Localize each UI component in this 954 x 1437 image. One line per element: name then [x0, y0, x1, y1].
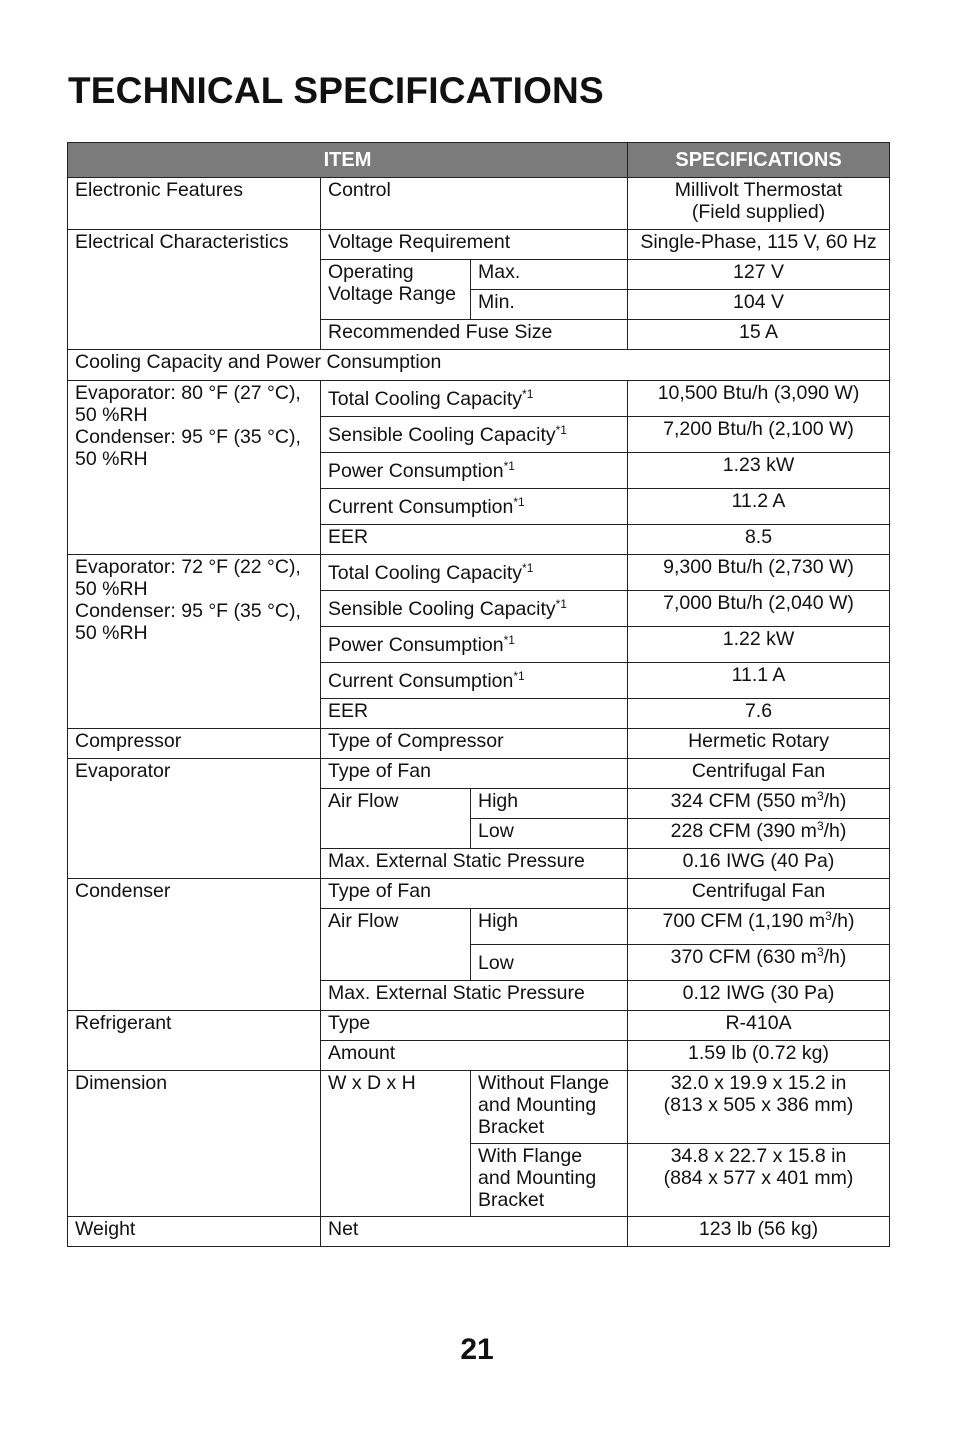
superscript: 3 — [816, 819, 824, 833]
table-row — [68, 1217, 890, 1247]
spec-cell: 7,000 Btu/h (2,040 W) — [628, 591, 890, 627]
footnote-mark: *1 — [503, 458, 515, 473]
spec-line: 34.8 x 22.7 x 15.8 in — [670, 1145, 847, 1167]
spec-cell: 8.5 — [628, 525, 890, 555]
footnote-mark: *1 — [503, 632, 515, 647]
subitem-line: and Mounting — [478, 1094, 597, 1116]
spec-cell: 11.2 A — [628, 489, 890, 525]
category-cell: Electronic Features — [68, 178, 321, 230]
footnote-mark: *1 — [555, 596, 567, 611]
spec-cell — [628, 1144, 890, 1217]
item-line: Voltage Range — [328, 283, 456, 305]
specifications-table — [67, 142, 890, 1247]
spec-cell: 11.1 A — [628, 663, 890, 699]
condition-line: 50 %RH — [75, 622, 148, 644]
category-cell: Condenser — [68, 879, 321, 1011]
item-cell — [321, 489, 628, 525]
category-cell: Refrigerant — [68, 1011, 321, 1071]
category-cell: Weight — [68, 1217, 321, 1247]
item-label: Total Cooling Capacity — [328, 387, 523, 410]
item-label: Current Consumption — [328, 495, 514, 518]
item-cell — [321, 627, 628, 663]
footnote-mark: *1 — [522, 560, 534, 575]
table-row — [68, 555, 890, 591]
subitem-cell — [471, 1071, 628, 1144]
condition-line: Condenser: 95 °F (35 °C), — [75, 426, 301, 448]
subitem-cell: Low — [471, 819, 628, 849]
item-cell: Type of Fan — [321, 759, 628, 789]
spec-cell: 9,300 Btu/h (2,730 W) — [628, 555, 890, 591]
condition-cell — [68, 555, 321, 729]
spec-cell: 7.6 — [628, 699, 890, 729]
spec-cell: 0.16 IWG (40 Pa) — [628, 849, 890, 879]
item-cell: Air Flow — [321, 789, 471, 849]
spec-cell — [628, 1071, 890, 1144]
spec-cell: 104 V — [628, 290, 890, 320]
subitem-line: and Mounting — [478, 1167, 597, 1189]
condition-line: 50 %RH — [75, 404, 148, 426]
spec-value: 370 CFM (630 m — [670, 946, 817, 968]
spec-line: 32.0 x 19.9 x 15.2 in — [670, 1072, 847, 1094]
item-cell: Max. External Static Pressure — [321, 849, 628, 879]
subitem-line: Bracket — [478, 1189, 545, 1211]
item-cell: Recommended Fuse Size — [321, 320, 628, 350]
item-cell: Max. External Static Pressure — [321, 981, 628, 1011]
spec-value: 324 CFM (550 m — [670, 790, 817, 812]
category-cell: Electrical Characteristics — [68, 230, 321, 350]
spec-cell — [628, 178, 890, 230]
item-cell: Net — [321, 1217, 628, 1247]
item-label: Sensible Cooling Capacity — [328, 423, 556, 446]
superscript: 3 — [816, 789, 824, 803]
superscript: 3 — [825, 909, 832, 923]
table-row — [68, 879, 890, 909]
item-cell: Type of Compressor — [321, 729, 628, 759]
table-row — [68, 381, 890, 417]
spec-cell: 1.22 kW — [628, 627, 890, 663]
table-row — [68, 178, 890, 230]
spec-line: Millivolt Thermostat — [674, 179, 843, 201]
spec-line: (813 x 505 x 386 mm) — [663, 1094, 854, 1116]
item-cell — [321, 417, 628, 453]
spec-cell — [628, 945, 890, 981]
spec-cell: Hermetic Rotary — [628, 729, 890, 759]
header-specifications: SPECIFICATIONS — [628, 143, 890, 178]
subitem-line: Bracket — [478, 1116, 545, 1138]
section-row — [68, 350, 890, 381]
table-row — [68, 759, 890, 789]
subitem-line: With Flange — [478, 1145, 583, 1167]
spec-cell: 10,500 Btu/h (3,090 W) — [628, 381, 890, 417]
table-row — [68, 1011, 890, 1041]
spec-value: 700 CFM (1,190 m — [662, 910, 826, 932]
section-title-cell: Cooling Capacity and Power Consumption — [68, 350, 890, 381]
spec-cell: Centrifugal Fan — [628, 879, 890, 909]
condition-cell — [68, 381, 321, 555]
spec-value: /h) — [823, 820, 847, 842]
subitem-cell: Low — [471, 945, 628, 981]
item-label: Total Cooling Capacity — [328, 561, 523, 584]
spec-cell: 1.59 lb (0.72 kg) — [628, 1041, 890, 1071]
item-line: Operating — [328, 261, 414, 283]
subitem-cell: High — [471, 789, 628, 819]
spec-cell: 7,200 Btu/h (2,100 W) — [628, 417, 890, 453]
subitem-line: Without Flange — [478, 1072, 610, 1094]
spec-value: 228 CFM (390 m — [670, 820, 817, 842]
header-item: ITEM — [68, 143, 628, 178]
spec-cell: 1.23 kW — [628, 453, 890, 489]
footnote-mark: *1 — [513, 668, 525, 683]
item-cell — [321, 260, 471, 320]
item-cell — [321, 555, 628, 591]
spec-cell: R-410A — [628, 1011, 890, 1041]
table-row — [68, 230, 890, 260]
spec-cell — [628, 789, 890, 819]
category-cell: Evaporator — [68, 759, 321, 879]
spec-line: (Field supplied) — [691, 201, 826, 223]
category-cell: Compressor — [68, 729, 321, 759]
page-title: TECHNICAL SPECIFICATIONS — [68, 70, 604, 111]
spec-cell: 0.12 IWG (30 Pa) — [628, 981, 890, 1011]
page-number: 21 — [460, 1333, 494, 1366]
item-cell: W x D x H — [321, 1071, 471, 1217]
spec-cell — [628, 909, 890, 945]
superscript: 3 — [816, 945, 824, 959]
condition-line: 50 %RH — [75, 578, 148, 600]
spec-cell: Centrifugal Fan — [628, 759, 890, 789]
item-label: Current Consumption — [328, 669, 514, 692]
subitem-cell: Min. — [471, 290, 628, 320]
item-cell: Type of Fan — [321, 879, 628, 909]
spec-value: /h) — [831, 910, 855, 932]
item-label: Power Consumption — [328, 633, 504, 656]
item-label: Power Consumption — [328, 459, 504, 482]
footnote-mark: *1 — [522, 386, 534, 401]
condition-line: Condenser: 95 °F (35 °C), — [75, 600, 301, 622]
item-cell — [321, 663, 628, 699]
item-cell — [321, 591, 628, 627]
spec-cell: 123 lb (56 kg) — [628, 1217, 890, 1247]
spec-cell — [628, 819, 890, 849]
item-label: Sensible Cooling Capacity — [328, 597, 556, 620]
item-cell: Control — [321, 178, 628, 230]
item-cell: Amount — [321, 1041, 628, 1071]
item-cell: Air Flow — [321, 909, 471, 981]
subitem-cell: Max. — [471, 260, 628, 290]
item-cell — [321, 381, 628, 417]
footnote-mark: *1 — [555, 422, 567, 437]
spec-line: (884 x 577 x 401 mm) — [663, 1167, 854, 1189]
table-row — [68, 729, 890, 759]
category-cell: Dimension — [68, 1071, 321, 1217]
condition-line: Evaporator: 80 °F (27 °C), — [75, 382, 301, 404]
spec-value: /h) — [823, 946, 847, 968]
subitem-cell — [471, 1144, 628, 1217]
spec-cell: Single-Phase, 115 V, 60 Hz — [628, 230, 890, 260]
subitem-cell: High — [471, 909, 628, 945]
footnote-mark: *1 — [513, 494, 525, 509]
table-header-row — [68, 143, 890, 178]
item-cell: Type — [321, 1011, 628, 1041]
condition-line: Evaporator: 72 °F (22 °C), — [75, 556, 301, 578]
item-cell: EER — [321, 525, 628, 555]
condition-line: 50 %RH — [75, 448, 148, 470]
item-cell: Voltage Requirement — [321, 230, 628, 260]
spec-cell: 127 V — [628, 260, 890, 290]
spec-value: /h) — [823, 790, 847, 812]
item-cell: EER — [321, 699, 628, 729]
table-row — [68, 1071, 890, 1144]
spec-cell: 15 A — [628, 320, 890, 350]
item-cell — [321, 453, 628, 489]
